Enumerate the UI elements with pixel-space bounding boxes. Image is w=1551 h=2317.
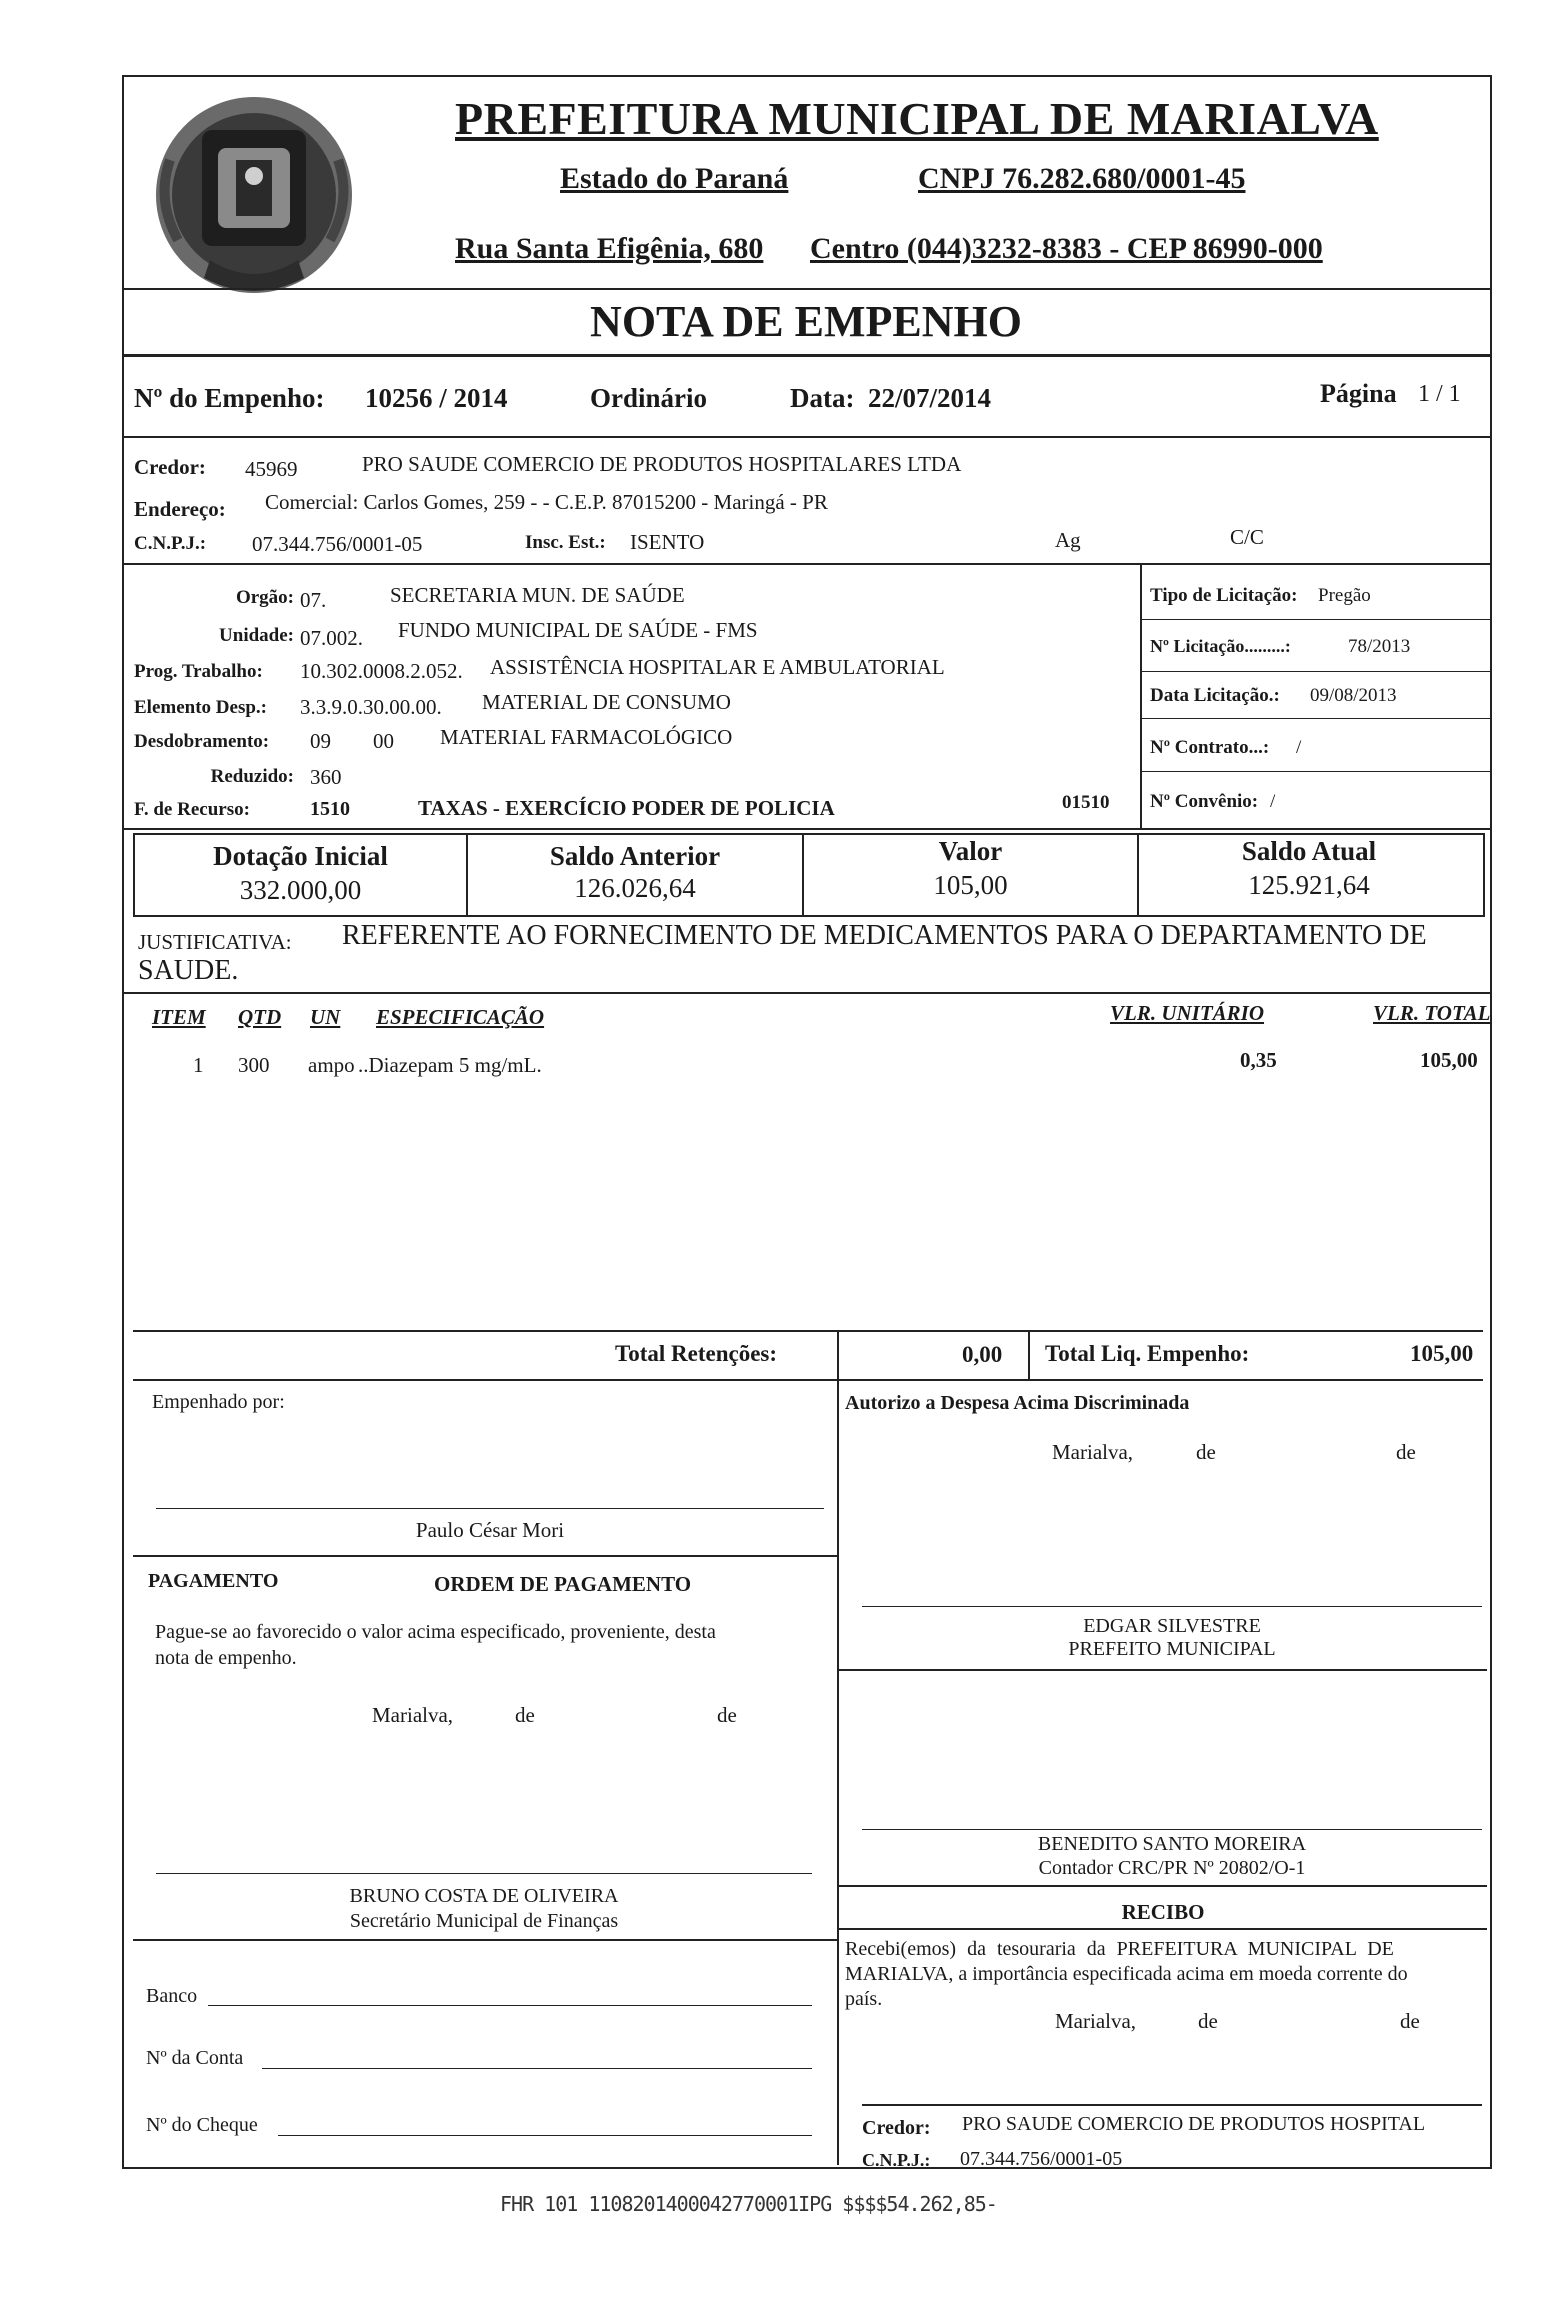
secretario-title: Secretário Municipal de Finanças <box>349 1910 619 1932</box>
convenio-label: Nº Convênio: <box>1150 791 1259 812</box>
recibo-label: RECIBO <box>1121 1900 1205 1924</box>
recibo-text-1: Recebi(emos) da tesouraria da PREFEITURA MUNICIPAL DE <box>845 1938 1394 1960</box>
elemento-label: Elemento Desp.: <box>134 697 267 718</box>
empenho-number-label: Nº do Empenho: <box>134 383 325 413</box>
elemento-code: 3.3.9.0.30.00.00. <box>300 695 442 719</box>
orgao-name: SECRETARIA MUN. DE SAÚDE <box>390 583 685 607</box>
data-licitacao-value: 09/08/2013 <box>1310 685 1397 706</box>
desdobramento-code2: 00 <box>373 729 394 753</box>
empenhado-name: Paulo César Mori <box>415 1518 565 1542</box>
secretario-name: BRUNO COSTA DE OLIVEIRA <box>349 1885 619 1907</box>
header-vlr-total: VLR. TOTAL <box>1373 1001 1491 1025</box>
recibo-cnpj-value: 07.344.756/0001-05 <box>960 2148 1123 2170</box>
prog-code: 10.302.0008.2.052. <box>300 659 463 683</box>
coat-of-arms-seal <box>140 90 368 300</box>
item-un: ampo <box>308 1053 355 1077</box>
pague-marialva: Marialva, <box>372 1703 454 1727</box>
credor-code: 45969 <box>245 457 298 481</box>
pague-de-2: de <box>717 1703 737 1727</box>
credor-label: Credor: <box>134 455 206 479</box>
licitacao-num-value: 78/2013 <box>1348 636 1411 657</box>
unidade-name: FUNDO MUNICIPAL DE SAÚDE - FMS <box>398 618 758 642</box>
prefeito-name: EDGAR SILVESTRE <box>1083 1615 1261 1637</box>
recibo-text-2: MARIALVA, a importância especificada acima em moeda corrente do <box>845 1963 1408 1985</box>
ordem-pagamento-label: ORDEM DE PAGAMENTO <box>434 1572 692 1596</box>
dotacao-inicial-label: Dotação Inicial <box>213 841 388 871</box>
contador-name: BENEDITO SANTO MOREIRA <box>1037 1833 1307 1855</box>
valor-value: 105,00 <box>933 870 1008 900</box>
cc-label: C/C <box>1230 525 1264 549</box>
tipo-licitacao-value: Pregão <box>1318 585 1371 606</box>
prefeito-title: PREFEITO MUNICIPAL <box>1068 1638 1276 1660</box>
empenho-type: Ordinário <box>590 383 708 413</box>
banco-label: Banco <box>146 1985 198 2007</box>
state-label: Estado do Paraná <box>560 162 789 195</box>
orgao-code: 07. <box>300 588 327 612</box>
contrato-value: / <box>1296 737 1302 758</box>
footer-code: FHR 101 1108201400042770001IPG $$$$54.262,85- <box>500 2192 997 2216</box>
empenho-number: 10256 / 2014 <box>365 383 508 413</box>
endereco-value: Comercial: Carlos Gomes, 259 - - C.E.P. 87015200 - Maringá - PR <box>265 490 828 514</box>
centro-header: Centro (044)3232-8383 - CEP 86990-000 <box>810 232 1323 265</box>
valor-label: Valor <box>938 836 1003 866</box>
total-liq-label: Total Liq. Empenho: <box>1045 1341 1250 1366</box>
autorizo-marialva: Marialva, <box>1052 1440 1134 1464</box>
recibo-text-3: país. <box>845 1988 883 2010</box>
reduzido-label: Reduzido: <box>210 766 294 787</box>
recibo-credor-label: Credor: <box>862 2117 931 2139</box>
recibo-de-2: de <box>1400 2009 1420 2033</box>
item-unit-value: 0,35 <box>1240 1048 1277 1072</box>
saldo-anterior-label: Saldo Anterior <box>549 841 721 871</box>
total-liq-value: 105,00 <box>1410 1341 1474 1366</box>
cnpj-header: CNPJ 76.282.680/0001-45 <box>918 162 1246 195</box>
page-label: Página <box>1320 379 1397 408</box>
header-especificacao: ESPECIFICAÇÃO <box>376 1005 545 1029</box>
orgao-label: Orgão: <box>235 587 294 608</box>
recurso-code: 1510 <box>310 798 350 820</box>
pagamento-label: PAGAMENTO <box>148 1570 279 1592</box>
item-total-value: 105,00 <box>1420 1048 1478 1072</box>
item-spec: ..Diazepam 5 mg/mL. <box>358 1053 542 1077</box>
recurso-name: TAXAS - EXERCÍCIO PODER DE POLICIA <box>418 796 835 820</box>
date-label: Data: <box>790 383 855 413</box>
tipo-licitacao-label: Tipo de Licitação: <box>1150 585 1298 606</box>
header-vlr-unitario: VLR. UNITÁRIO <box>1110 1001 1265 1025</box>
item-number: 1 <box>193 1053 204 1077</box>
credor-cnpj-label: C.N.P.J.: <box>134 533 207 554</box>
recibo-cnpj-label: C.N.P.J.: <box>862 2150 931 2170</box>
recurso-label: F. de Recurso: <box>134 799 250 820</box>
credor-name: PRO SAUDE COMERCIO DE PRODUTOS HOSPITALARES LTDA <box>362 452 962 476</box>
document-title: NOTA DE EMPENHO <box>590 297 1022 346</box>
cheque-label: Nº do Cheque <box>146 2114 258 2136</box>
prog-name: ASSISTÊNCIA HOSPITALAR E AMBULATORIAL <box>490 655 945 679</box>
header-un: UN <box>310 1005 341 1029</box>
convenio-value: / <box>1270 791 1276 812</box>
address-header: Rua Santa Efigênia, 680 <box>455 232 764 265</box>
date-value: 22/07/2014 <box>868 383 992 413</box>
insc-label: Insc. Est.: <box>525 532 606 553</box>
insc-value: ISENTO <box>630 530 705 554</box>
unidade-code: 07.002. <box>300 626 363 650</box>
unidade-label: Unidade: <box>219 625 294 646</box>
municipality-title: PREFEITURA MUNICIPAL DE MARIALVA <box>455 93 1379 144</box>
dotacao-inicial-value: 332.000,00 <box>239 875 362 905</box>
page-value: 1 / 1 <box>1418 381 1461 407</box>
justificativa-text-1: REFERENTE AO FORNECIMENTO DE MEDICAMENTOS PARA O DEPARTAMENTO DE <box>342 920 1427 951</box>
recibo-de-1: de <box>1198 2009 1218 2033</box>
pague-de-1: de <box>515 1703 535 1727</box>
reduzido-value: 360 <box>310 765 342 789</box>
pague-text-1: Pague-se ao favorecido o valor acima especificado, proveniente, desta <box>155 1621 716 1643</box>
saldo-anterior-value: 126.026,64 <box>574 873 696 903</box>
justificativa-text-2: SAUDE. <box>138 955 239 986</box>
total-retencoes-value: 0,00 <box>962 1342 1003 1367</box>
ag-label: Ag <box>1055 528 1081 552</box>
desdobramento-name: MATERIAL FARMACOLÓGICO <box>440 725 733 749</box>
autorizo-de-1: de <box>1196 1440 1216 1464</box>
saldo-atual-value: 125.921,64 <box>1248 870 1370 900</box>
endereco-label: Endereço: <box>134 497 226 521</box>
header-qtd: QTD <box>238 1005 282 1029</box>
recibo-credor-value: PRO SAUDE COMERCIO DE PRODUTOS HOSPITAL <box>962 2113 1426 2135</box>
header-item: ITEM <box>152 1005 206 1029</box>
autorizo-de-2: de <box>1396 1440 1416 1464</box>
total-retencoes-label: Total Retenções: <box>615 1341 778 1366</box>
item-qtd: 300 <box>238 1053 270 1077</box>
autorizo-label: Autorizo a Despesa Acima Discriminada <box>845 1392 1190 1414</box>
desdobramento-code1: 09 <box>310 729 331 753</box>
contador-title: Contador CRC/PR Nº 20802/O-1 <box>1038 1857 1306 1879</box>
conta-label: Nº da Conta <box>146 2047 244 2069</box>
licitacao-num-label: Nº Licitação.........: <box>1150 636 1291 656</box>
recibo-marialva: Marialva, <box>1055 2009 1137 2033</box>
desdobramento-label: Desdobramento: <box>134 731 270 752</box>
prog-label: Prog. Trabalho: <box>134 661 263 682</box>
empenhado-por-label: Empenhado por: <box>152 1391 285 1413</box>
saldo-atual-label: Saldo Atual <box>1241 836 1377 866</box>
justificativa-label: JUSTIFICATIVA: <box>138 930 292 954</box>
elemento-name: MATERIAL DE CONSUMO <box>482 690 731 714</box>
contrato-label: Nº Contrato...: <box>1150 737 1270 758</box>
recurso-code2: 01510 <box>1062 792 1110 813</box>
credor-cnpj-value: 07.344.756/0001-05 <box>252 532 423 556</box>
data-licitacao-label: Data Licitação.: <box>1150 685 1280 706</box>
pague-text-2: nota de empenho. <box>155 1647 297 1669</box>
